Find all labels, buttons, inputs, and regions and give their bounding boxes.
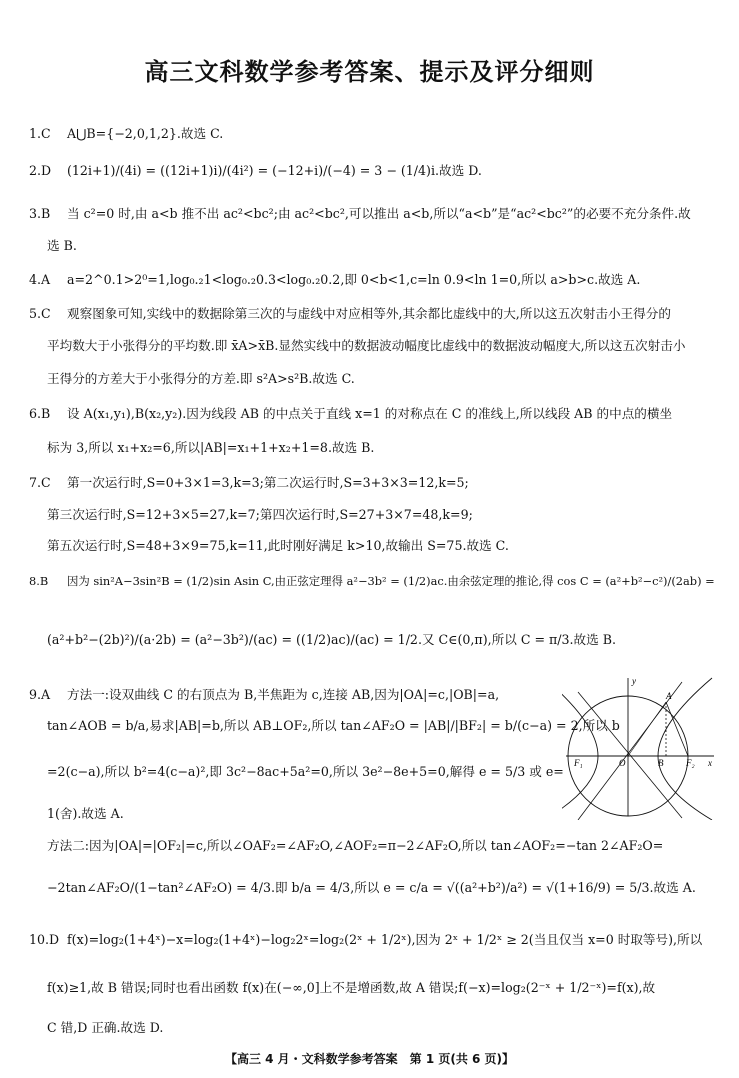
question-number: 7.C [29,475,51,490]
answer-text: f(x)=log₂(1+4ˣ)−x=log₂(1+4ˣ)−log₂2ˣ=log₂(2ˣ + 1/2ˣ),因为 2ˣ + 1/2ˣ ≥ 2(当且仅当 x=0 时取等号),所以 [67,932,703,947]
label-y: y [632,676,636,686]
answer-text: =2(c−a),所以 b²=4(c−a)²,即 3c²−8ac+5a²=0,所以 3e²−8e+5=0,解得 e = 5/3 或 e= [47,764,564,779]
question-number: 8.B [29,574,49,588]
answer-text: f(x)≥1,故 B 错误;同时也看出函数 f(x)在(−∞,0]上不是增函数,故 A 错误;f(−x)=log₂(2⁻ˣ + 1/2⁻ˣ)=f(x),故 [47,980,656,995]
answer-text: a=2^0.1>2⁰=1,log₀.₂1<log₀.₂0.3<log₀.₂0.2,即 0<b<1,c=ln 0.9<ln 1=0,所以 a>b>c.故选 A. [67,272,641,287]
answer-line [29,932,702,948]
answer-line [47,718,620,734]
answer-line [47,838,663,854]
answer-line [29,573,715,589]
answer-text: 标为 3,所以 x₁+x₂=6,所以|AB|=x₁+1+x₂+1=8.故选 B. [47,440,375,455]
answer-line [29,306,671,322]
answer-text: 方法一:设双曲线 C 的右顶点为 B,半焦距为 c,连接 AB,因为|OA|=c,|OB|=a, [67,687,500,702]
question-number: 9.A [29,687,51,702]
label-f2: F₂ [686,758,695,768]
answer-line [47,1020,163,1036]
question-number: 4.A [29,272,51,287]
answer-line [47,371,355,387]
answer-line [47,632,616,648]
label-x: x [708,758,712,768]
segment-oa [628,702,666,756]
page-title: 高三文科数学参考答案、提示及评分细则 [144,58,595,86]
answer-line [47,507,473,523]
answer-line [47,806,124,822]
answer-line [29,406,672,422]
answer-line [47,238,77,254]
answer-text: 第一次运行时,S=0+3×1=3,k=3;第二次运行时,S=3+3×3=12,k=5; [67,475,469,490]
answer-text: (12i+1)/(4i) = ((12i+1)i)/(4i²) = (−12+i)/(−4) = 3 − (1/4)i.故选 D. [67,163,482,178]
answer-text: A⋃B={−2,0,1,2}.故选 C. [67,126,224,141]
answer-text: 方法二:因为|OA|=|OF₂|=c,所以∠OAF₂=∠AF₂O,∠AOF₂=π−2∠AF₂O,所以 tan∠AOF₂=−tan 2∠AF₂O= [47,838,664,853]
answer-line [29,206,691,222]
answer-text: tan∠AOB = b/a,易求|AB|=b,所以 AB⊥OF₂,所以 tan∠AF₂O = |AB|/|BF₂| = b/(c−a) = 2,所以 b [47,718,620,733]
answer-text: 设 A(x₁,y₁),B(x₂,y₂).因为线段 AB 的中点关于直线 x=1 的对称点在 C 的准线上,所以线段 AB 的中点的横坐 [67,406,673,421]
answer-line [29,126,223,142]
question-number: 10.D [29,932,60,947]
answer-line [47,538,509,554]
label-b: B [658,758,664,768]
page-footer: 【高三 4 月・文科数学参考答案 第 1 页(共 6 页)】 [224,1052,515,1066]
answer-text: 第三次运行时,S=12+3×5=27,k=7;第四次运行时,S=27+3×7=48,k=9; [47,507,473,522]
answer-text: 观察图象可知,实线中的数据除第三次的与虚线中对应相等外,其余都比虚线中的大,所以这五次射击小王得分的 [67,306,671,321]
answer-text: 第五次运行时,S=48+3×9=75,k=11,此时刚好满足 k>10,故输出 S=75.故选 C. [47,538,509,553]
segment-af2 [666,702,688,756]
answer-line [29,272,640,288]
question-number: 5.C [29,306,51,321]
answer-text: 王得分的方差大于小张得分的方差.即 s²A>s²B.故选 C. [47,371,355,386]
answer-text: C 错,D 正确.故选 D. [47,1020,164,1035]
answer-text: −2tan∠AF₂O/(1−tan²∠AF₂O) = 4/3.即 b/a = 4/3,所以 e = c/a = √((a²+b²)/a²) = √(1+16/9) = 5/3.故选 A. [47,880,696,895]
answer-text: 平均数大于小张得分的平均数.即 x̄A>x̄B.显然实线中的数据波动幅度比虚线中的数据波动幅度大,所以这五次射击小 [47,338,686,353]
question-number: 3.B [29,206,51,221]
hyperbola-left-branch [562,678,598,820]
answer-line [47,764,564,780]
hyperbola-figure [562,672,722,820]
answer-text: 1(舍).故选 A. [47,806,124,821]
question-number: 2.D [29,163,52,178]
answer-text: 因为 sin²A−3sin²B = (1/2)sin Asin C,由正弦定理得 a²−3b² = (1/2)ac.由余弦定理的推论,得 cos C = (a²+b²−c²)/(2ab) = [67,574,715,588]
answer-line [29,687,499,703]
answer-line [47,980,655,996]
label-a: A [666,691,672,701]
answer-line [29,475,469,491]
answer-text: (a²+b²−(2b)²)/(a·2b) = (a²−3b²)/(ac) = ((1/2)ac)/(ac) = 1/2.又 C∈(0,π),所以 C = π/3.故选 B. [47,632,617,647]
answer-line [47,338,685,354]
label-o: O [619,758,626,768]
question-number: 6.B [29,406,51,421]
label-f1: F₁ [574,758,583,768]
answer-text: 当 c²=0 时,由 a<b 推不出 ac²<bc²;由 ac²<bc²,可以推出 a<b,所以“a<b”是“ac²<bc²”的必要不充分条件.故 [67,206,691,221]
answer-text: 选 B. [47,238,77,253]
question-number: 1.C [29,126,51,141]
answer-line [47,880,696,896]
answer-line [29,163,482,179]
answer-line [47,440,374,456]
